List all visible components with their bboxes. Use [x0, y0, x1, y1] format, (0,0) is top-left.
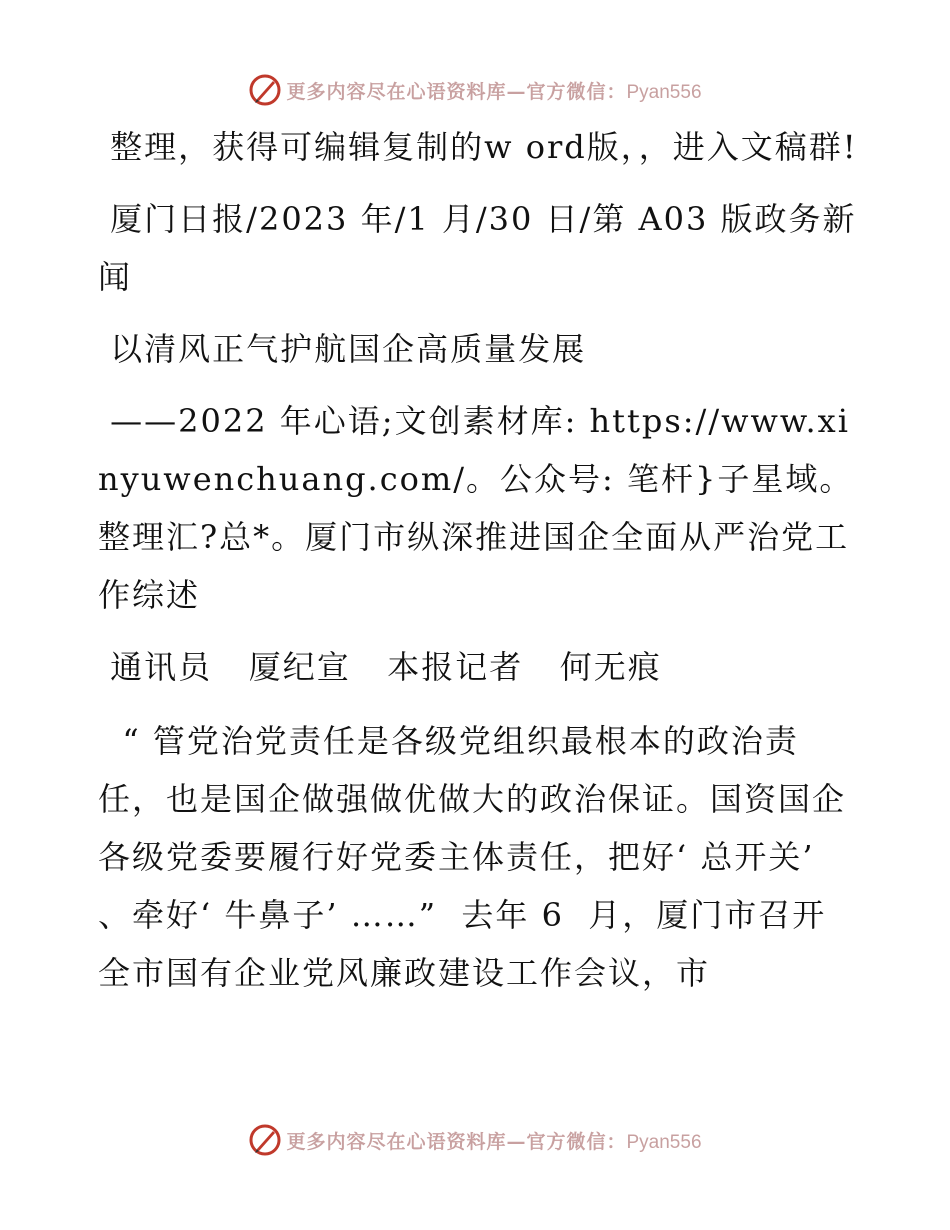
- footer-watermark: [0, 1120, 950, 1160]
- dateline: 厦门日报/2023 年/1 月/30 日/第 A03 版政务新闻: [98, 200, 857, 296]
- body-paragraph: “ 管党治党责任是各级党组织最根本的政治责任，也是国企做强做优做大的政治保证。国资国企各级党委要履行好党委主体责任，把好‘ 总开关’ 、牵好‘ 牛鼻子’ ……” 去年 6 月，厦门市召开全市国有企业党风廉政建设工作会议，市: [98, 722, 847, 992]
- document-content: [98, 118, 858, 1002]
- quill-pen-logo-icon: [248, 73, 282, 107]
- intro-paragraph: 整理，获得可编辑复制的w ord版，，进入文稿群!: [98, 128, 858, 166]
- header-watermark: [0, 70, 950, 110]
- article-title: 以清风正气护航国企高质量发展: [98, 330, 587, 368]
- quill-pen-logo-icon: [248, 1123, 282, 1157]
- article-subtitle: ——2022 年心语;文创素材库: https://www.xinyuwenchuang.com/。公众号: 笔杆}子星域。整理汇?总*。厦门市纵深推进国企全面从严治党工作综述: [98, 402, 854, 614]
- watermark-text: 更多内容尽在心语资料库—官方微信：Pyan556: [286, 1130, 702, 1153]
- byline: 通讯员 厦纪宣 本报记者 何无痕: [98, 648, 662, 686]
- watermark-text: 更多内容尽在心语资料库—官方微信：Pyan556: [286, 80, 702, 103]
